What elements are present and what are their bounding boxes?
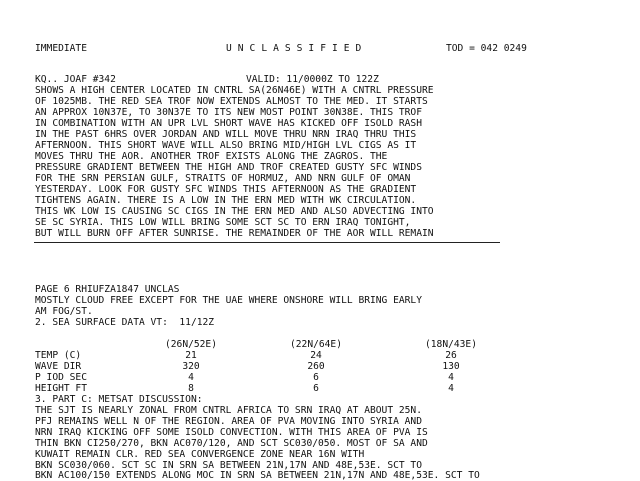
- body-line: AFTERNOON. THIS SHORT WAVE WILL ALSO BRING MID/HIGH LVL CIGS AS IT: [35, 140, 417, 151]
- body-line: KUWAIT REMAIN CLR. RED SEA CONVERGENCE ZONE NEAR 16N WITH: [35, 449, 365, 460]
- body-line: IN THE PAST 6HRS OVER JORDAN AND WILL MOVE THRU NRN IRAQ THRU THIS: [35, 129, 417, 140]
- body-line: THIN BKN CI250/270, BKN AC070/120, AND SCT SC030/050. MOST OF SA AND: [35, 438, 428, 449]
- table-cell: 8: [188, 383, 194, 394]
- table-cell: 4: [188, 372, 194, 383]
- row-label: WAVE DIR: [35, 361, 82, 372]
- table-cell: 4: [448, 383, 454, 394]
- precedence-label: IMMEDIATE: [35, 43, 87, 54]
- body-line: THE SJT IS NEARLY ZONAL FROM CNTRL AFRICA TO SRN IRAQ AT ABOUT 25N.: [35, 405, 422, 416]
- table-cell: 260: [307, 361, 325, 372]
- tod-stamp: TOD = 042 0249: [446, 43, 527, 54]
- column-header: (18N/43E): [425, 339, 477, 350]
- body-line: AM FOG/ST.: [35, 306, 93, 317]
- row-label: TEMP (C): [35, 350, 82, 361]
- column-header: (22N/64E): [290, 339, 342, 350]
- body-line: IN COMBINATION WITH AN UPR LVL SHORT WAVE HAS KICKED OFF ISOLD RASH: [35, 118, 422, 129]
- table-cell: 4: [448, 372, 454, 383]
- table-row: [35, 383, 521, 394]
- body-line: OF 1025MB. THE RED SEA TROF NOW EXTENDS ALMOST TO THE MED. IT STARTS: [35, 96, 428, 107]
- body-line: MOVES THRU THE AOR. ANOTHER TROF EXISTS ALONG THE ZAGROS. THE: [35, 151, 388, 162]
- table-cell: 21: [185, 350, 197, 361]
- body-line: SE SC SYRIA. THIS LOW WILL BRING SOME SCT SC TO ERN IRAQ TONIGHT,: [35, 217, 411, 228]
- table-cell: 6: [313, 383, 319, 394]
- section-heading: 2. SEA SURFACE DATA VT: 11/12Z: [35, 317, 215, 328]
- body-line: BUT WILL BURN OFF AFTER SUNRISE. THE REMAINDER OF THE AOR WILL REMAIN: [35, 228, 434, 239]
- table-cell: 24: [310, 350, 322, 361]
- body-line: AN APPROX 10N37E, TO 30N37E TO ITS NEW MOST POINT 30N38E. THIS TROF: [35, 107, 422, 118]
- body-line: PRESSURE GRADIENT BETWEEN THE HIGH AND TROF CREATED GUSTY SFC WINDS: [35, 162, 422, 173]
- table-row: [35, 350, 521, 361]
- valid-time: VALID: 11/0000Z TO 122Z: [246, 74, 379, 85]
- table-cell: 320: [182, 361, 200, 372]
- table-header-row: [35, 339, 521, 350]
- page-header-line: PAGE 6 RHIUFZA1847 UNCLAS: [35, 284, 180, 295]
- page-divider: [34, 242, 500, 243]
- table-cell: 6: [313, 372, 319, 383]
- table-cell: 130: [442, 361, 460, 372]
- body-line: YESTERDAY. LOOK FOR GUSTY SFC WINDS THIS AFTERNOON AS THE GRADIENT: [35, 184, 417, 195]
- table-cell: 26: [445, 350, 457, 361]
- body-line: NRN IRAQ KICKING OFF SOME ISOLD CONVECTION. WITH THIS AREA OF PVA IS: [35, 427, 428, 438]
- section-heading: 3. PART C: METSAT DISCUSSION:: [35, 394, 203, 405]
- sea-surface-table: [35, 339, 521, 394]
- message-id: KQ.. JOAF #342: [35, 74, 116, 85]
- row-label: HEIGHT FT: [35, 383, 87, 394]
- body-line: TIGHTENS AGAIN. THERE IS A LOW IN THE ERN MED WITH WK CIRCULATION.: [35, 195, 417, 206]
- body-line: BKN SC030/060. SCT SC IN SRN SA BETWEEN 21N,17N AND 48E,53E. SCT TO: [35, 460, 422, 471]
- column-header: (26N/52E): [165, 339, 217, 350]
- body-line: SHOWS A HIGH CENTER LOCATED IN CNTRL SA(26N46E) WITH A CNTRL PRESSURE: [35, 85, 434, 96]
- body-line: THIS WK LOW IS CAUSING SC CIGS IN THE ERN MED AND ALSO ADVECTING INTO: [35, 206, 434, 217]
- classification-banner: UNCLASSIFIED: [226, 43, 368, 54]
- table-row: [35, 372, 521, 383]
- body-line: BKN AC100/150 EXTENDS ALONG MOC IN SRN SA BETWEEN 21N,17N AND 48E,53E. SCT TO: [35, 470, 480, 481]
- body-line: FOR THE SRN PERSIAN GULF, STRAITS OF HORMUZ, AND NRN GULF OF OMAN: [35, 173, 411, 184]
- table-row: [35, 361, 521, 372]
- row-label: P IOD SEC: [35, 372, 87, 383]
- body-line: MOSTLY CLOUD FREE EXCEPT FOR THE UAE WHERE ONSHORE WILL BRING EARLY: [35, 295, 422, 306]
- body-line: PFJ REMAINS WELL N OF THE REGION. AREA OF PVA MOVING INTO SYRIA AND: [35, 416, 422, 427]
